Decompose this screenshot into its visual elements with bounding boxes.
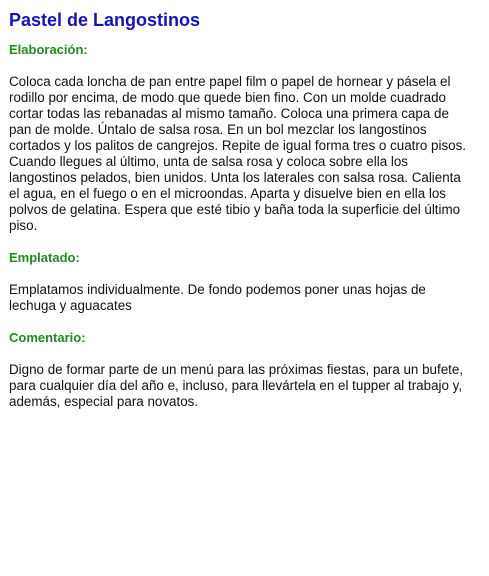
section-text-emplatado: Emplatamos individualmente. De fondo podemos poner unas hojas de lechuga y aguacates (9, 282, 426, 313)
recipe-title: Pastel de Langostinos (9, 10, 201, 30)
section-heading-elaboracion: Elaboración: (9, 42, 88, 57)
section-text-comentario: Digno de formar parte de un menú para las próximas fiestas, para un bufete, para cualquier día del año e, incluso, para llevártela en el tupper al trabajo y, además, especial para novatos. (9, 362, 464, 409)
section-heading-emplatado: Emplatado: (9, 250, 80, 265)
recipe-page (9, 8, 474, 410)
section-text-elaboracion: Coloca cada loncha de pan entre papel film o papel de hornear y pásela el rodillo por encima, de modo que quede bien fino. Con un molde cuadrado cortar todas las rebanadas al mismo tamaño. Coloca una primera capa de pan de molde. Úntalo de salsa rosa. En un bol mezclar los langostinos cortados y los palitos de cangrejos. Repite de igual forma tres o cuatro pisos. Cuando llegues al último, unta de salsa rosa y coloca sobre ella los langostinos pelados, bien unidos. Unta los laterales con salsa rosa. Calienta el agua, en el fuego o en el microondas. Aparta y disuelve bien en ella los polvos de gelatina. Espera que esté tibio y baña toda la superficie del último piso. (9, 74, 467, 233)
section-heading-comentario: Comentario: (9, 330, 86, 345)
